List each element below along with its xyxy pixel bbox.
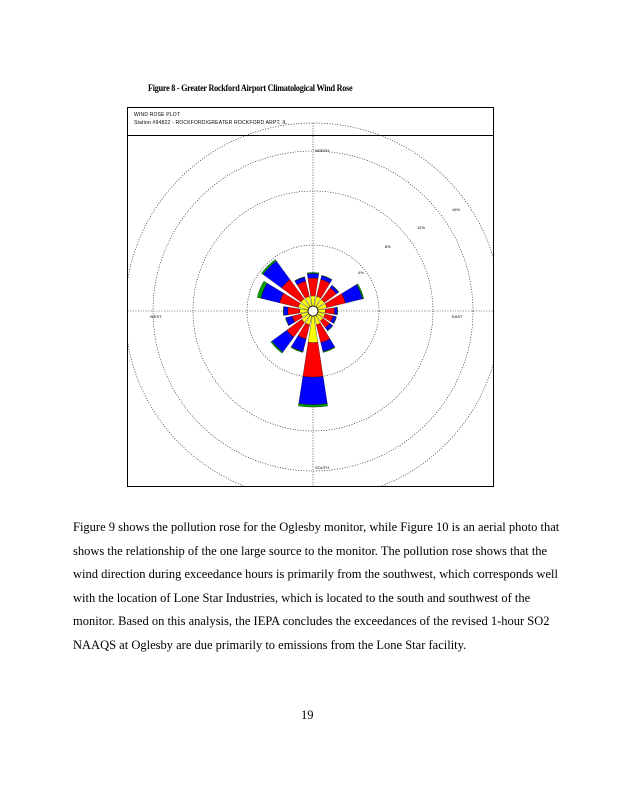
paragraph-line: Figure 9 shows the pollution rose for the Oglesby monitor, while Figure 10 is an aerial photo that	[73, 520, 560, 534]
rose-petal-segment	[299, 376, 328, 404]
dir-label-south: SOUTH	[315, 465, 329, 470]
rose-petal-segment	[284, 307, 288, 316]
ring-label-2: 8%	[385, 244, 391, 249]
paragraph-line: NAAQS at Oglesby are due primarily to emissions from the Lone Star facility.	[73, 637, 467, 652]
page-number: 19	[301, 708, 314, 722]
ring-label-1: 4%	[358, 270, 364, 275]
calm-center	[308, 306, 318, 316]
paragraph-line: wind direction during exceedance hours is primarily from the southwest, which corresponds well	[73, 567, 558, 581]
body-paragraph	[73, 516, 608, 657]
figure-header-station: Station #94822 - ROCKFORD/GREATER ROCKFORD ARPT, IL	[134, 120, 287, 126]
wind-rose-chart	[128, 108, 493, 486]
rose-petal-segment	[334, 307, 337, 314]
ring-label-3: 12%	[417, 225, 426, 230]
rose-petal-segment	[308, 278, 318, 296]
figure-header-title: WIND ROSE PLOT	[134, 112, 181, 118]
paragraph-line: shows the relationship of the one large source to the monitor. The pollution rose shows that the	[73, 543, 548, 558]
paragraph-line: with the location of Lone Star Industries, which is located to the south and southwest of the	[73, 590, 531, 605]
dir-label-north: NORTH	[315, 148, 330, 153]
rose-petal-segment	[318, 309, 325, 313]
rose-petal-segment	[288, 307, 300, 315]
rose-petal-segment	[303, 342, 323, 377]
dir-label-east: EAST	[452, 314, 463, 319]
wind-rose-figure	[127, 107, 494, 487]
ring-label-4: 16%	[452, 207, 461, 212]
rose-petal-segment	[307, 273, 318, 278]
paragraph-line: monitor. Based on this analysis, the IEPA concludes the exceedances of the revised 1-hour SO2	[73, 614, 550, 628]
dir-label-west: WEST	[150, 314, 162, 319]
figure-caption: Figure 8 - Greater Rockford Airport Climatological Wind Rose	[148, 84, 353, 94]
rose-petal-segment	[325, 308, 334, 315]
